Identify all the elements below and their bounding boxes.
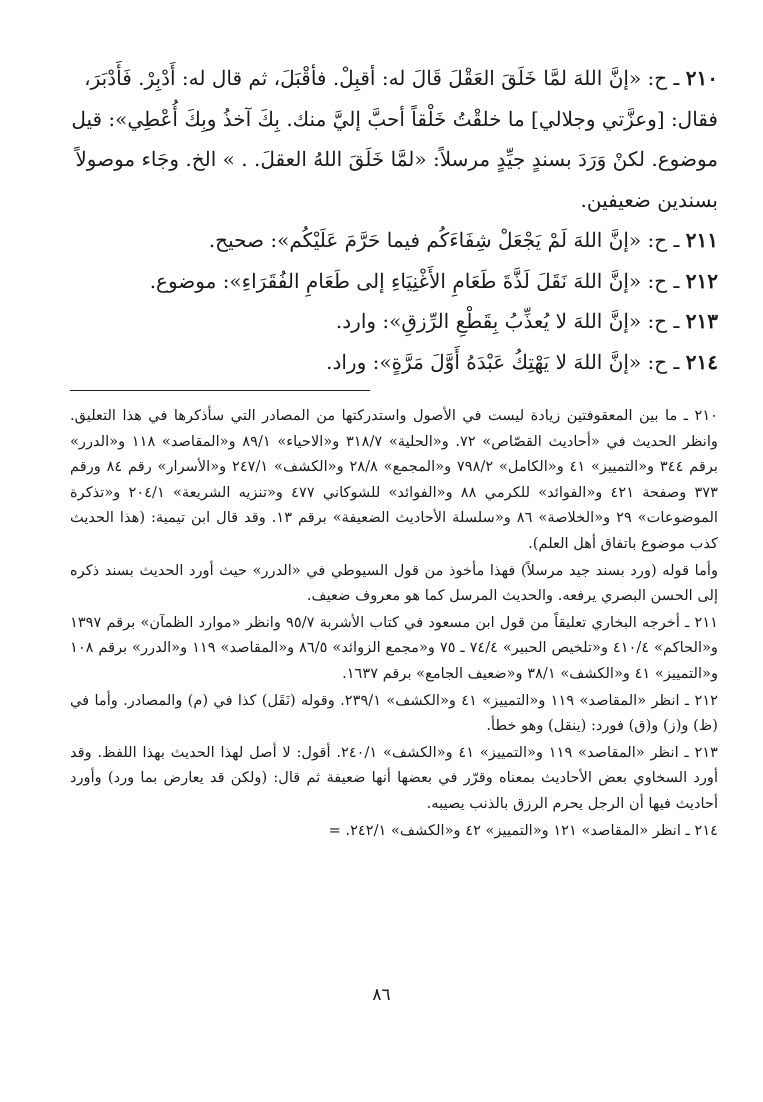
entry-number: ٢١١: [685, 228, 718, 252]
entry-text: ـ ح: «إنَّ اللهَ لا يَهْتِكُ عَبْدَهُ أَوَّلَ مَرَّةٍ»: وراد.: [326, 349, 680, 374]
entry-text: ـ ح: «إنَّ اللهَ لمَّا خَلَقَ العَقْلَ قَالَ له: أقبِلْ. فأقْبَلَ، ثم قال له: أَدْبِرْ. فَأَدْبَرَ، فقال: [وعزَّتي وجلالي] ما خلقْتُ خَلْقاً أحبَّ إليَّ منك. بِكَ آخذُ وبِكَ أُعْطِي»: قيل موضوع. لكنْ وَرَدَ بسندٍ جيِّدٍ مرسلاً: «لمَّا خَلَقَ اللهُ العقلَ. . » الخ. وجَاء موصولاً بسندين ضعيفين.: [71, 66, 718, 212]
entry-text: ـ ح: «إنَّ اللهَ لَمْ يَجْعَلْ شِفَاءَكُم فيما حَرَّمَ عَلَيْكُم»: صحيح.: [208, 228, 680, 252]
footnote: ٢١٤ ـ انظر «المقاصد» ١٢١ و«التمييز» ٤٢ و«الكشف» ٢٤٢/١. =: [328, 821, 718, 839]
footnotes: [70, 403, 718, 843]
hadith-entry: [70, 58, 718, 220]
entry-text: ـ ح: «إنَّ اللهَ لا يُعذِّبُ بِقَطْعِ الرِّزقِ»: وارد.: [335, 309, 680, 333]
page-content: [70, 58, 718, 844]
footnote: ٢١٣ ـ انظر «المقاصد» ١١٩ و«التمييز» ٤١ و«الكشف» ٢٤٠/١. أقول: لا أصل لهذا الحديث بهذا اللفظ. وقد أورد السخاوي بعض الأحاديث بمعناه وقرّر في بعضها أنها ضعيفة ثم قال: (ولكن قد يعارض بما ورد) وأورد أحاديث فيها أن الرجل يحرم الرزق بالذنب يصيبه.: [70, 743, 718, 812]
footnote-divider: [70, 390, 370, 391]
entry-number: ٢١٣: [685, 309, 718, 333]
entry-number: ٢١٤: [685, 349, 718, 374]
hadith-entry: [70, 342, 718, 383]
hadith-entry: [70, 301, 718, 342]
footnote: ٢١٠ ـ ما بين المعقوفتين زيادة ليست في الأصول واستدركتها من المصادر التي سأذكرها في هذا التعليق. وانظر الحديث في «أحاديث القصّاص» ٧٢. و«الحلية» ٣١٨/٧ و«الاحياء» ٨٩/١ و«المقاصد» ١١٨ و«الدرر» برقم ٣٤٤ و«التمييز» ٤١ و«الكامل» ٧٩٨/٢ و«المجمع» ٢٨/٨ و«الكشف» ٢٤٧/١ و«الأسرار» رقم ٨٤ ورقم ٣٧٣ وصفحة ٤٢١ و«الفوائد» للكرمي ٨٨ و«الفوائد» للشوكاني ٤٧٧ و«تنزيه الشريعة» ٢٠٤/١ و«تذكرة الموضوعات» ٢٩ و«الخلاصة» ٨٦ و«سلسلة الأحاديث الضعيفة» برقم ١٣. وقد قال ابن تيمية: (هذا الحديث كذب موضوع باتفاق أهل العلم).: [70, 407, 718, 552]
hadith-entries: [70, 58, 718, 382]
entry-number: ٢١٠: [685, 66, 718, 90]
entry-text: ـ ح: «إنَّ اللهَ نَقَلَ لَذَّةَ طَعَامِ الأَغْنِيَاءِ إلى طَعَامِ الفُقَرَاءِ»: موضوع.: [149, 268, 680, 293]
hadith-entry: [70, 261, 718, 302]
footnote: ٢١٢ ـ انظر «المقاصد» ١١٩ و«التمييز» ٤١ و«الكشف» ٢٣٩/١. وقوله (نَقَل) كذا في (م) والمصادر. وأما في (ظ) و(ز) و(ق) فورد: (ينقل) وهو خطأ.: [70, 691, 718, 735]
hadith-entry: [70, 220, 718, 261]
page-number: ٨٦: [372, 985, 391, 1005]
footnote: ٢١١ ـ أخرجه البخاري تعليقاً من قول ابن مسعود في كتاب الأشربة ٩٥/٧ وانظر «موارد الظمآن» برقم ١٣٩٧ و«الحاكم» ٤١٠/٤ و«تلخيص الحبير» ٧٤/٤ ـ ٧٥ و«مجمع الزوائد» ٨٦/٥ و«المقاصد» ١١٩ و«الدرر» برقم ١٠٨ و«التمييز» ٤١ و«الكشف» ٣٨/١ و«ضعيف الجامع» برقم ١٦٣٧.: [70, 613, 718, 682]
footnote: وأما قوله (ورد بسند جيد مرسلاً) فهذا مأخوذ من قول السيوطي في «الدرر» حيث أورد الحديث بسند ذكره إلى الحسن البصري يرفعه. والحديث المرسل كما هو معروف ضعيف.: [70, 561, 718, 605]
entry-number: ٢١٢: [685, 268, 718, 293]
